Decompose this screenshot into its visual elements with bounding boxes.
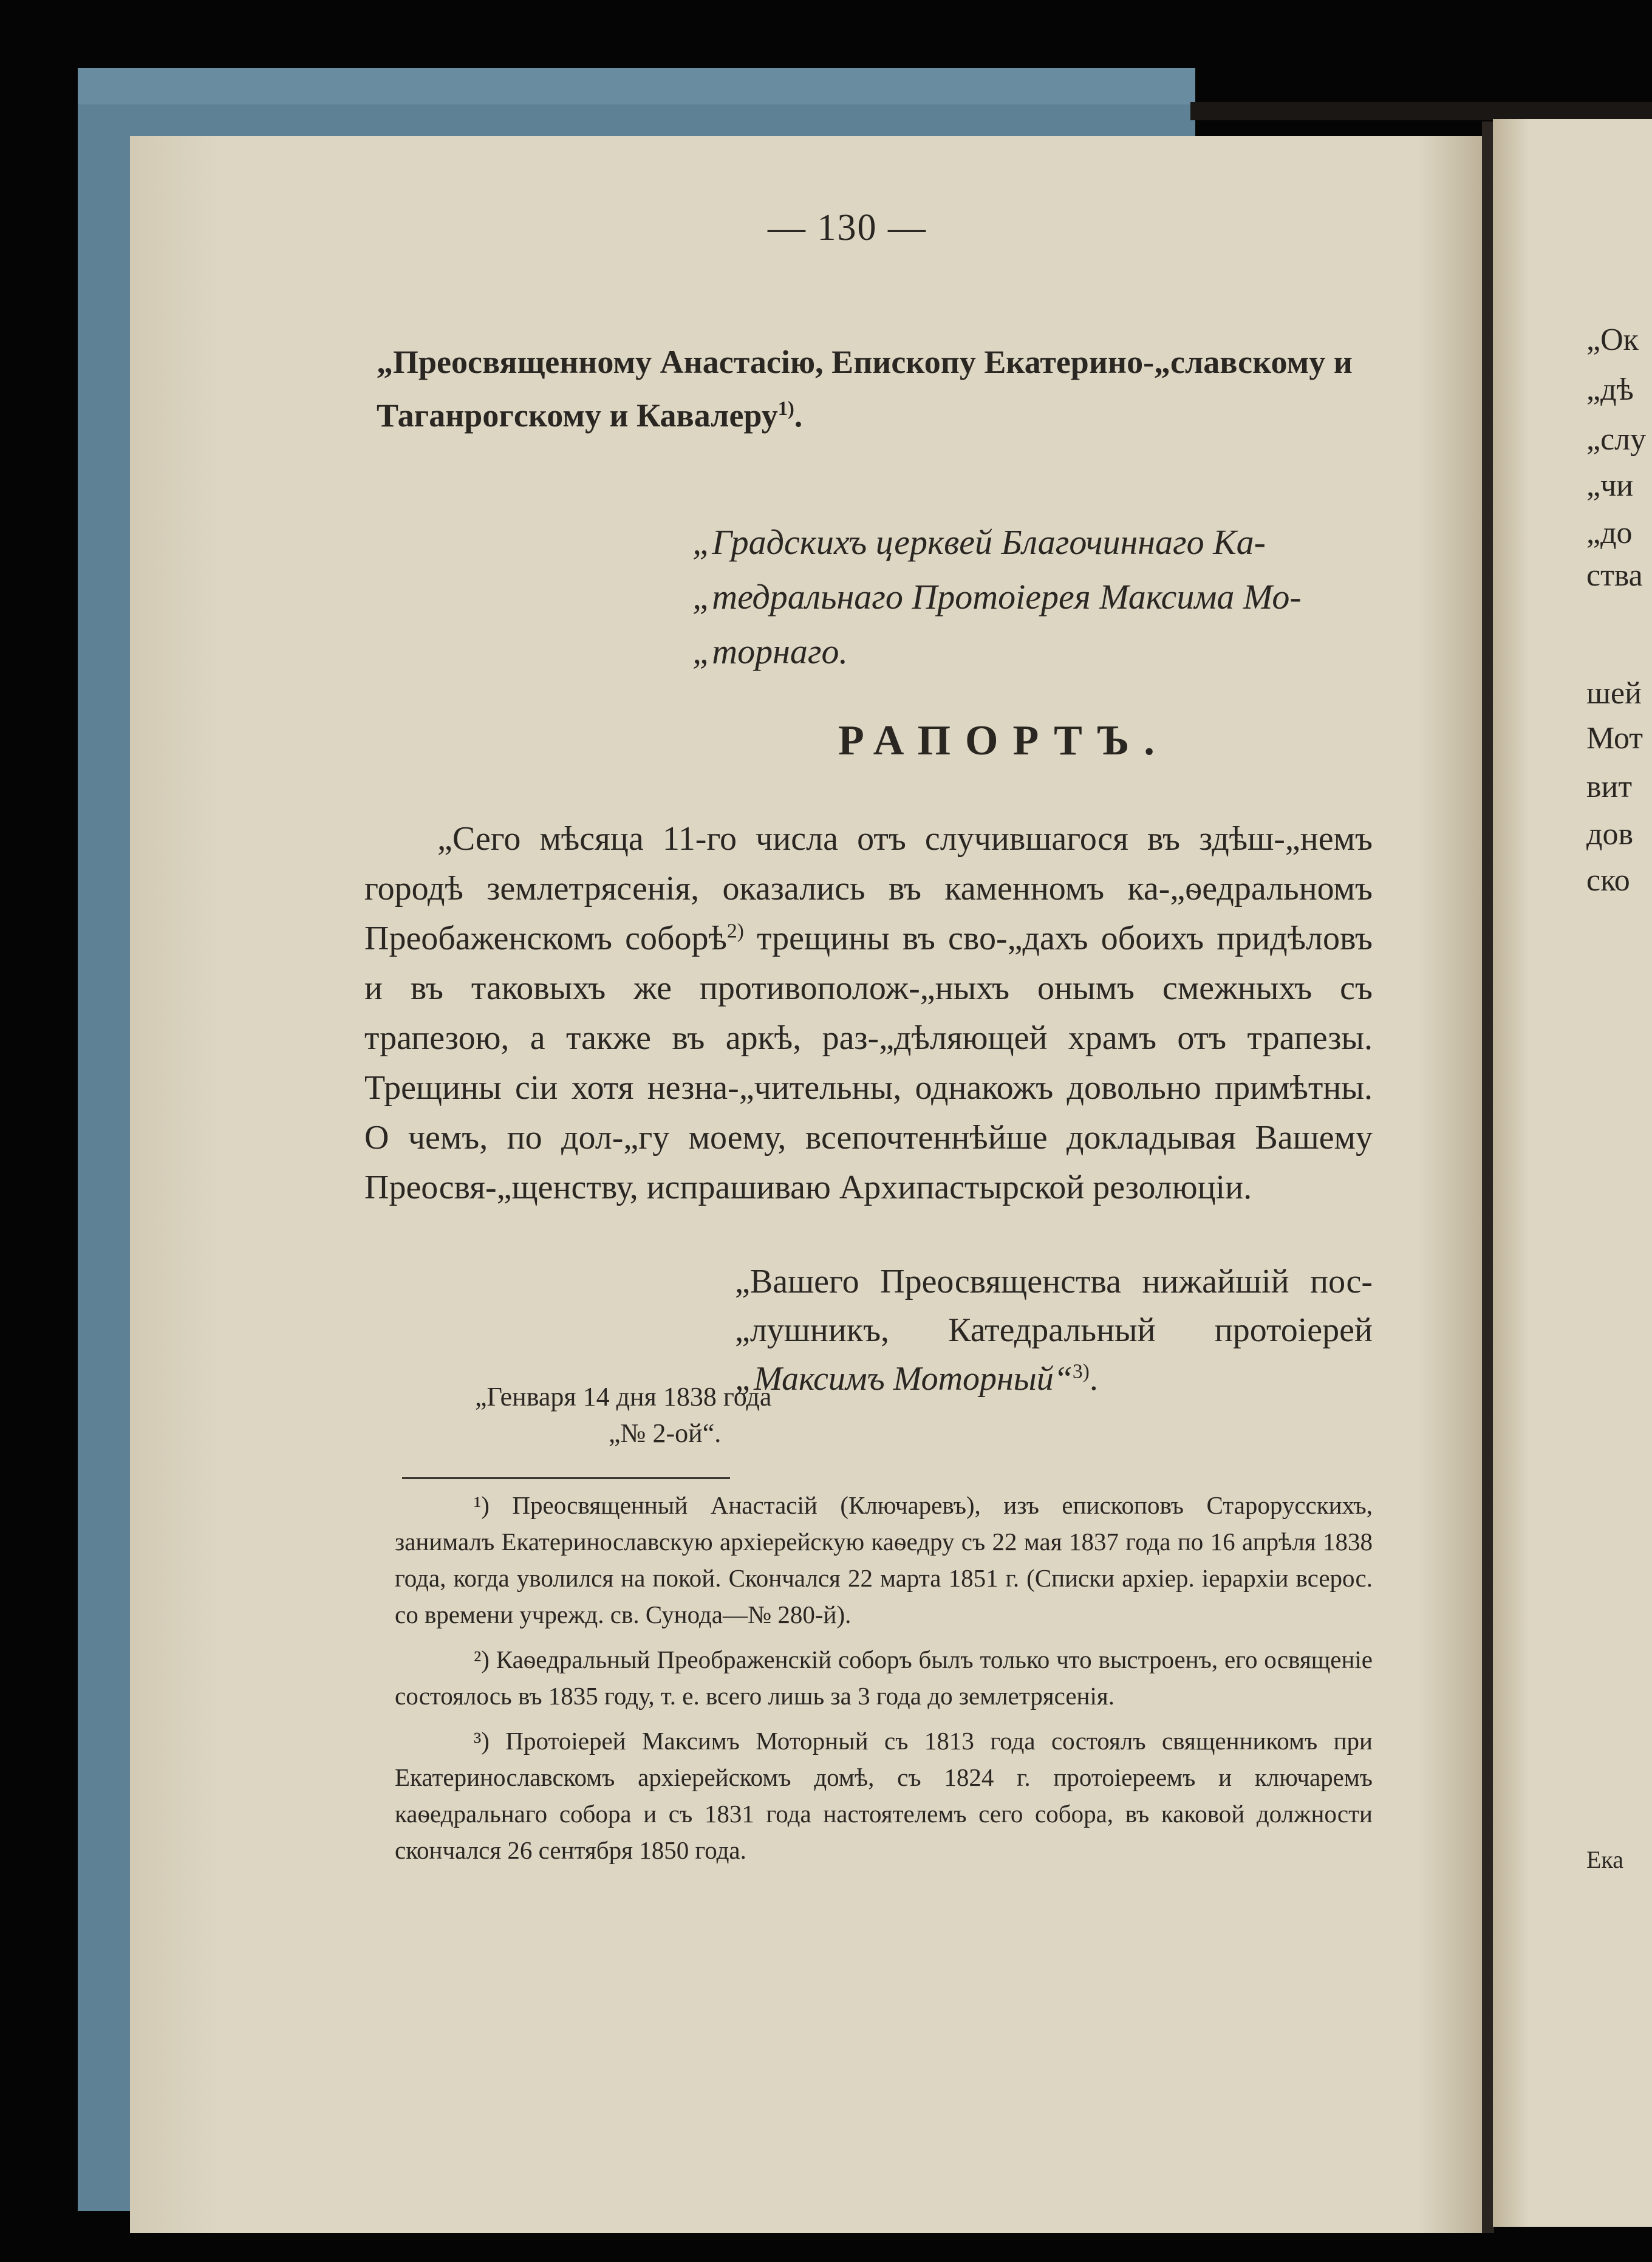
footnotes: [395, 1487, 1373, 1877]
addressee-text: „Преосвященному Анастасію, Епископу Екатерино-„славскому и Таганрогскому и Кавалеру: [377, 344, 1353, 434]
next-page-fragment: Ека: [1586, 1846, 1624, 1873]
footnote-3: ³) Протоіерей Максимъ Моторный съ 1813 года состоялъ священникомъ при Екатеринославскомъ архіерейскомъ домѣ, съ 1824 г. протоіереемъ и ключаремъ каѳедральнаго собора и съ 1831 года настоятелемъ сего собора, въ каковой должности скончался 26 сентября 1850 года.: [395, 1727, 1373, 1864]
body-text-start: „Сего мѣсяца 11-го числа отъ случившагося въ здѣш-„немъ городѣ землетрясенія, оказались въ каменномъ ка-„ѳедральномъ Преобаженскомъ соборѣ: [364, 820, 1373, 957]
next-page-fragment: вит: [1586, 770, 1633, 804]
next-page-fragment: „до: [1586, 516, 1633, 550]
next-page-fragment: „Ок: [1586, 323, 1639, 357]
number-line: „№ 2-ой“.: [609, 1418, 722, 1448]
next-page-fragment: шей: [1586, 676, 1642, 711]
book-gutter: [1482, 121, 1494, 2233]
addressee: [377, 335, 1373, 442]
background-strip: [1190, 102, 1652, 120]
next-page-fragment: „слу: [1586, 422, 1647, 457]
page-number: — 130 —: [768, 207, 927, 248]
footnote-2: ²) Каѳедральный Преображенскій соборъ былъ только что выстроенъ, его освященіе состоялось въ 1835 году, т. е. всего лишь за 3 года до землетрясенія.: [395, 1645, 1373, 1710]
report-paragraph: [364, 814, 1373, 1212]
next-page-fragment: Мот: [1586, 721, 1643, 756]
footnote-1: ¹) Преосвященный Анастасій (Ключаревъ), изъ епископовъ Старорусскихъ, занималъ Екатеринославскую архіерейскую каѳедру съ 22 мая 1837 года по 16 апрѣля 1838 года, когда уволился на покой. Скончался 22 марта 1851 г. (Списки архіер. іерархіи всерос. со времени учрежд. св. Сунода—№ 280-й).: [395, 1491, 1373, 1628]
sender-block: „Градскихъ церквей Благочиннаго Ка-„тедральнаго Протоіерея Максима Мо-„торнаго.: [692, 522, 1302, 671]
date-block: [475, 1379, 771, 1452]
signature-footnote-ref: 3): [1072, 1360, 1090, 1383]
next-page-fragment: ства: [1586, 558, 1643, 593]
report-body: [364, 814, 1373, 1212]
body-footnote-ref: 2): [726, 920, 744, 943]
next-page-fragment: дов: [1586, 817, 1634, 852]
document-heading: РАПОРТЪ.: [838, 717, 1169, 764]
signature-name: „Максимъ Моторный“: [735, 1360, 1073, 1398]
next-page-fragment: ско: [1586, 863, 1630, 898]
next-page-fragment: „чи: [1586, 468, 1634, 503]
signature-block: [735, 1257, 1373, 1403]
signature-end: .: [1089, 1360, 1098, 1398]
body-text-rest: трещины въ сво-„дахъ обоихъ придѣловъ и въ таковыхъ же противополож-„ныхъ онымъ смежныхъ съ трапезою, а также въ аркѣ, раз-„дѣляющей храмъ отъ трапезы. Трещины сіи хотя незна-„чительны, однакожъ довольно примѣтны. О чемъ, по дол-„гу моему, всепочтеннѣйше докладывая Вашему Преосвя-„щенству, испрашиваю Архипастырской резолюціи.: [364, 920, 1373, 1206]
addressee-end: .: [794, 397, 803, 434]
footnote-divider: [402, 1477, 730, 1479]
next-page-fragment: „дѣ: [1586, 372, 1634, 407]
signature-lead: „Вашего Преосвященства нижайшій пос-„лушникъ, Катедральный протоіерей: [735, 1263, 1373, 1349]
addressee-footnote-ref: 1): [777, 398, 794, 420]
date-line: „Генваря 14 дня 1838 года: [475, 1382, 772, 1412]
background-board-edge: [78, 68, 1195, 104]
